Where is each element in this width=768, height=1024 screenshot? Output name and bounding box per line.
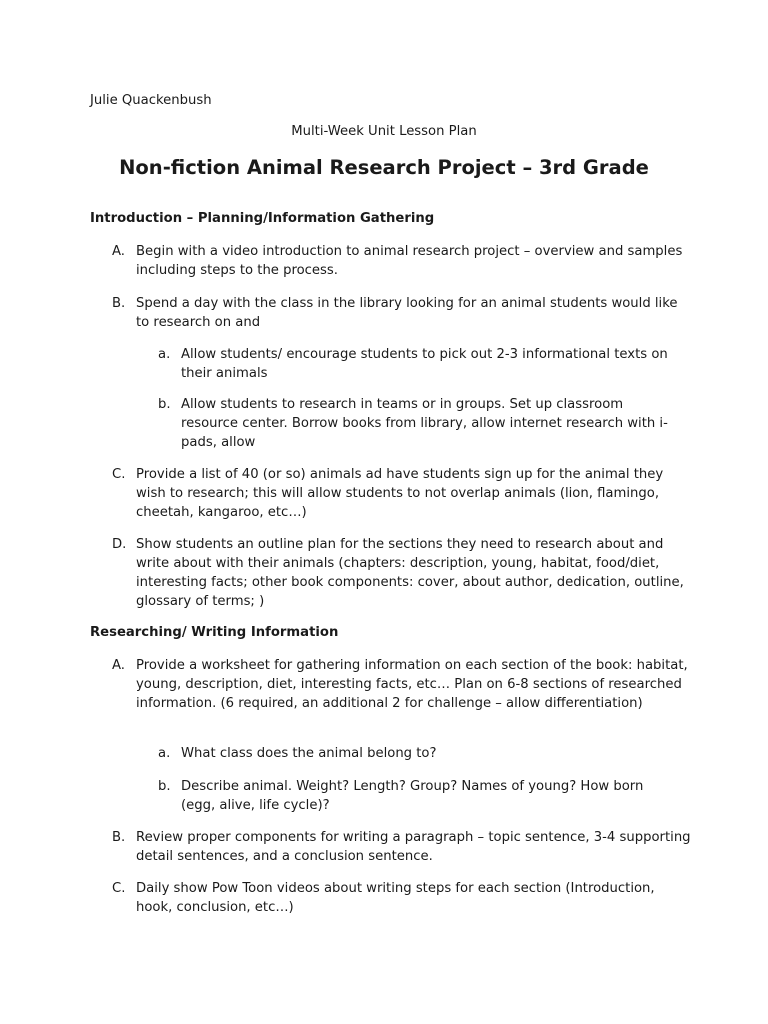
list-item-text: Provide a worksheet for gathering information on each section of the book: habitat, young, description, diet, interesting facts, etc… Plan on 6-8 sections of researched information. (6 required, an additional 2 for challenge – allow differentiation): [136, 658, 688, 711]
sub-list-item-text: What class does the animal belong to?: [181, 746, 437, 761]
sub-list-marker: b.: [158, 779, 171, 794]
list-item-text: Provide a list of 40 (or so) animals ad have students sign up for the animal they wish to research; this will allow students to not overlap animals (lion, flamingo, cheetah, kangaroo, etc…): [136, 467, 664, 520]
list-marker: B.: [112, 830, 126, 845]
list-item-text: Show students an outline plan for the sections they need to research about and write about with their animals (chapters: description, young, habitat, food/diet, interesting facts; other book components: cover, about author, dedication, outline, glossary of terms; ): [136, 537, 684, 609]
list-item: [112, 828, 692, 866]
sub-list-item: [158, 345, 678, 383]
list-item: [112, 242, 692, 280]
list-marker: D.: [112, 537, 127, 552]
sub-list-item: [158, 744, 678, 763]
list-item: [112, 535, 692, 611]
list-item-text: Begin with a video introduction to animal research project – overview and samples including steps to the process.: [136, 244, 683, 278]
sub-list-item: [158, 395, 678, 452]
sub-list-item-text: Allow students/ encourage students to pick out 2-3 informational texts on their animals: [181, 347, 668, 381]
list-item-text: Spend a day with the class in the library looking for an animal students would like to research on and: [136, 296, 678, 330]
list-item: [112, 465, 692, 522]
list-item: [112, 294, 692, 332]
list-marker: C.: [112, 467, 126, 482]
section-heading-researching: Researching/ Writing Information: [90, 625, 339, 640]
list-item: [112, 879, 692, 917]
list-marker: A.: [112, 244, 125, 259]
list-marker: A.: [112, 658, 125, 673]
sub-list-marker: a.: [158, 746, 171, 761]
author-name: Julie Quackenbush: [90, 93, 212, 108]
list-item-text: Daily show Pow Toon videos about writing steps for each section (Introduction, hook, conclusion, etc…): [136, 881, 655, 915]
list-item: [112, 656, 692, 713]
sub-list-marker: b.: [158, 397, 171, 412]
sub-list-item: [158, 777, 678, 815]
section-heading-introduction: Introduction – Planning/Information Gathering: [90, 211, 435, 226]
sub-list-item-text: Allow students to research in teams or in groups. Set up classroom resource center. Borrow books from library, allow internet research with i-pads, allow: [181, 397, 668, 450]
sub-list-marker: a.: [158, 347, 171, 362]
sub-list-item-text: Describe animal. Weight? Length? Group? Names of young? How born (egg, alive, life cycle)?: [181, 779, 644, 813]
list-marker: C.: [112, 881, 126, 896]
list-item-text: Review proper components for writing a paragraph – topic sentence, 3-4 supporting detail sentences, and a conclusion sentence.: [136, 830, 691, 864]
list-marker: B.: [112, 296, 126, 311]
document-subtitle: Multi-Week Unit Lesson Plan: [291, 124, 477, 139]
document-title: Non-fiction Animal Research Project – 3rd Grade: [119, 156, 649, 179]
